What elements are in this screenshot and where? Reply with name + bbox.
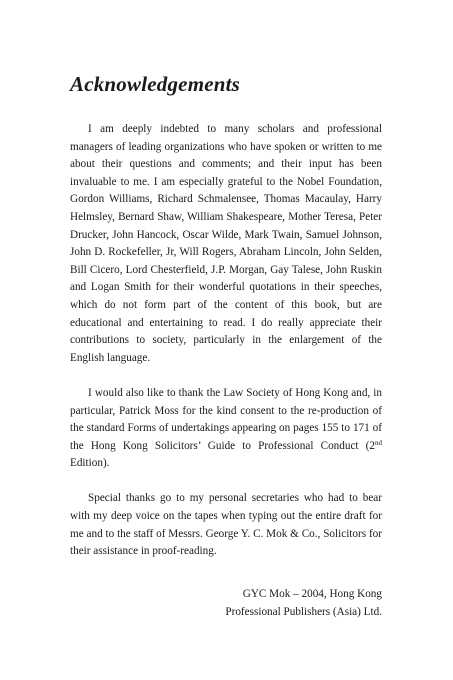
page-title: Acknowledgements [70, 72, 241, 96]
paragraph-special-thanks: Special thanks go to my personal secretaries who had to bear with my deep voice on the tapes when typing out the entire draft for me and to the staff of Messrs. George Y. C. Mok & Co., Solicitors for their assistance in proof-reading. [70, 492, 382, 558]
paragraph-law-society-end: Edition). [70, 457, 110, 470]
signature-author-line: GYC Mok – 2004, Hong Kong [242, 588, 382, 600]
edition-ordinal-superscript: nd [375, 438, 382, 447]
signature-block [225, 586, 382, 621]
acknowledgements-body [70, 121, 382, 578]
paragraph-scholars: I am deeply indebted to many scholars and professional managers of leading organizations who have spoken or written to me about their questions and comments; and their input has been invaluable to me. I am especially grateful to the Nobel Foundation, Gordon Williams, Richard Schmalensee, Thomas Macaulay, Harry Helmsley, Bernard Shaw, William Shakespeare, Mother Teresa, Peter Drucker, John Hancock, Oscar Wilde, Mark Twain, Samuel Johnson, John D. Rockefeller, Jr, Will Rogers, Abraham Lincoln, John Selden, Bill Cicero, Lord Chesterfield, J.P. Morgan, Gay Talese, John Ruskin and Logan Smith for their wonderful quotations in their speeches, which do not form part of the content of this book, but are educational and entertaining to read. I do really appreciate their contributions to society, particularly in the enlargement of the English language. [70, 123, 382, 364]
signature-publisher-line: Professional Publishers (Asia) Ltd. [225, 605, 382, 618]
paragraph-law-society [70, 385, 382, 473]
paragraph-law-society-text: I would also like to thank the Law Society of Hong Kong and, in particular, Patrick Moss for the kind consent to the re-production of the standard Forms of undertakings appearing on pages 155 to 171 of the Hong Kong Solicitors’ Guide to Professional Conduct (2 [70, 386, 382, 452]
